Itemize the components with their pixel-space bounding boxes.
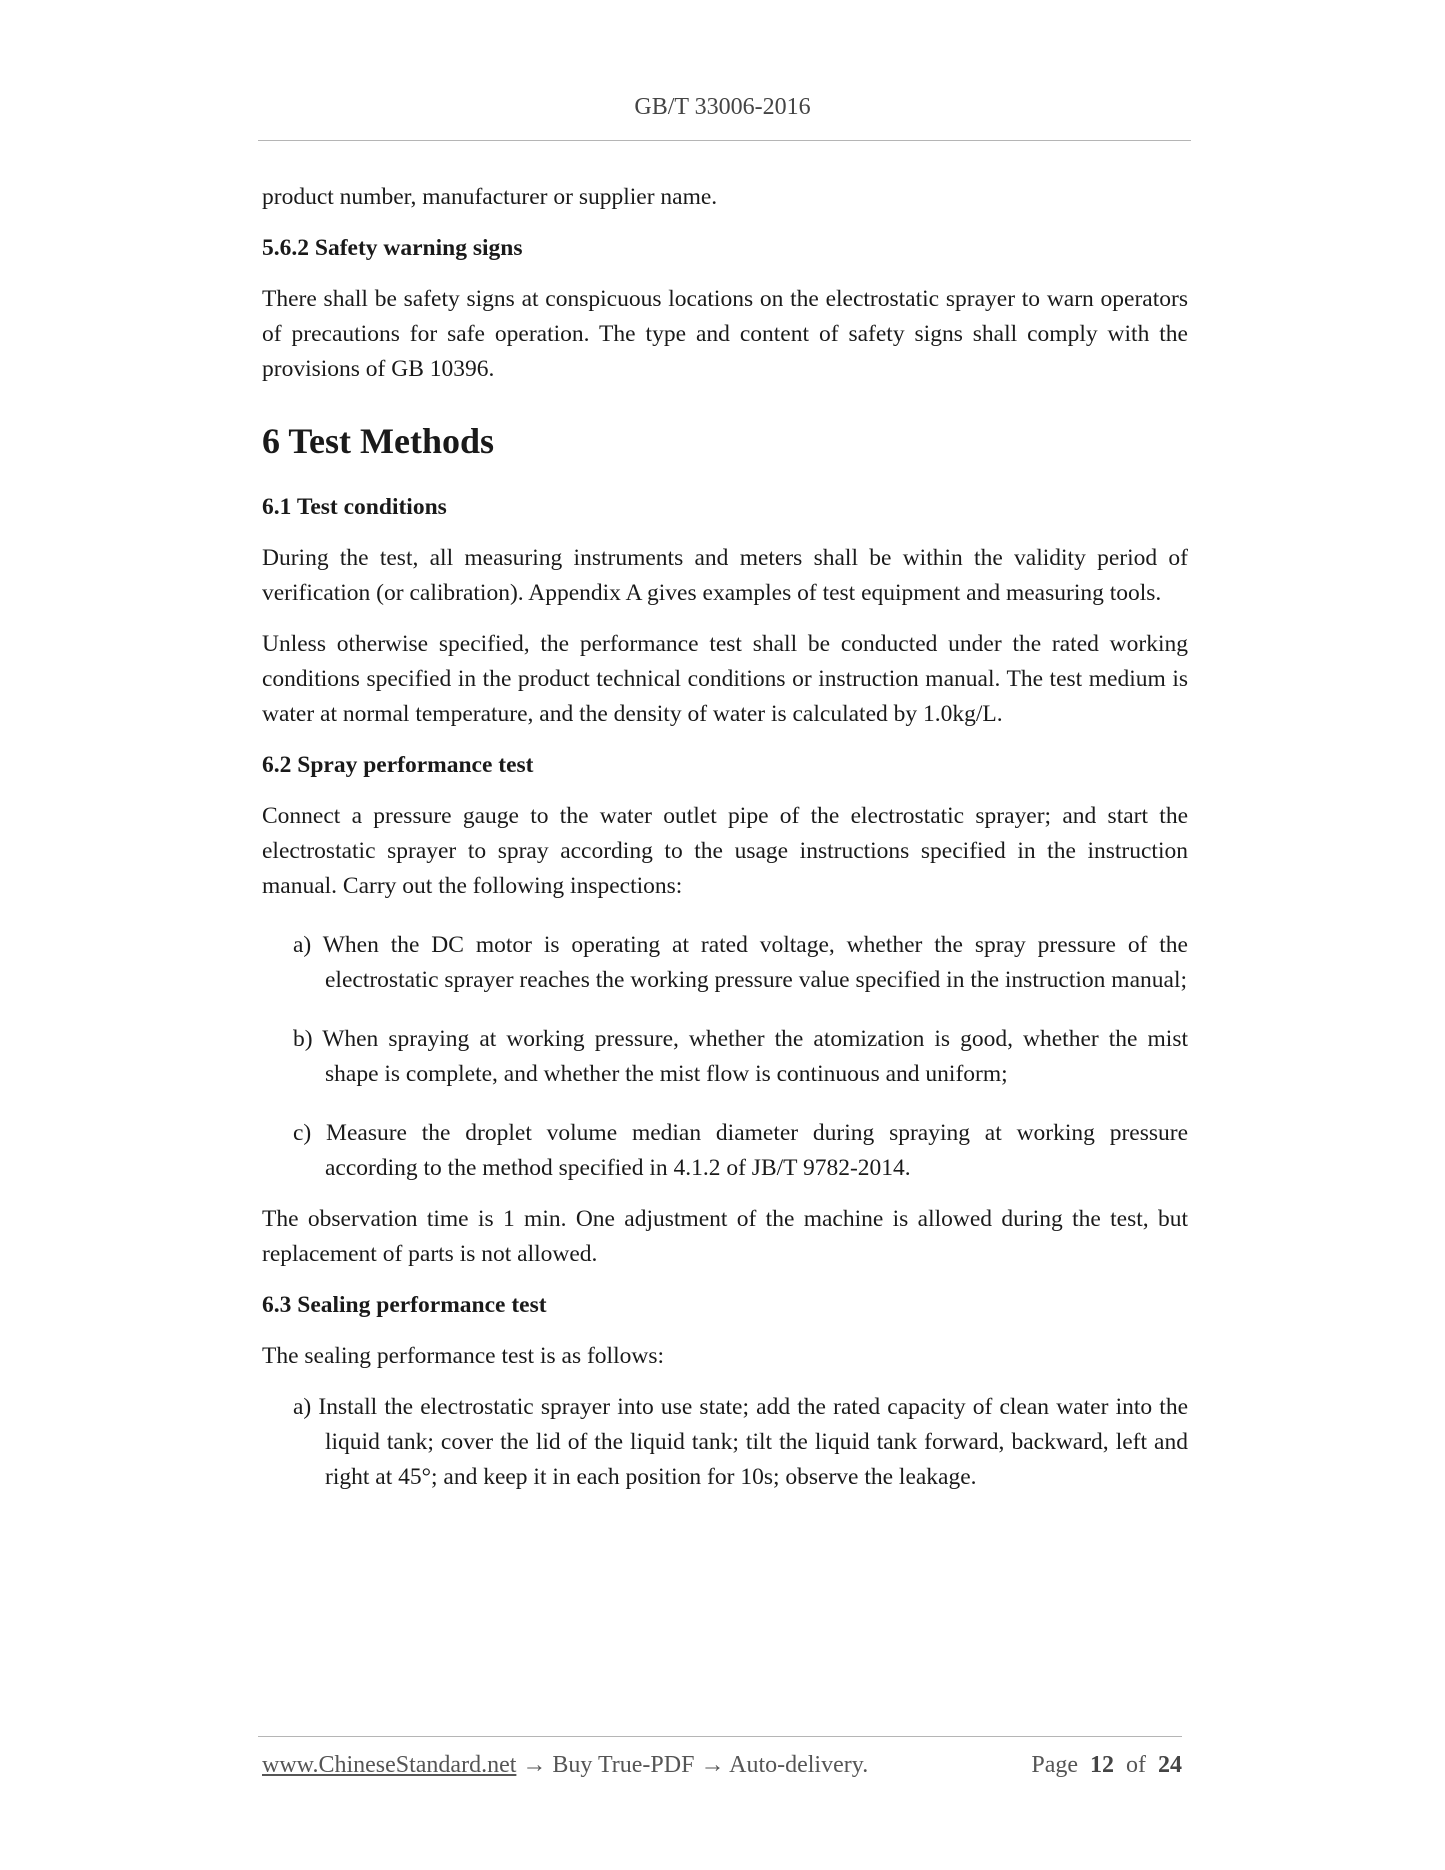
list-item-6-3-a: a) Install the electrostatic sprayer into use state; add the rated capacity of clean water into the liquid tank; cover the lid of the liquid tank; tilt the liquid tank forward, backward, left and right at 45°; and keep it in each position for 10s; observe the leakage. — [293, 1394, 1188, 1490]
list-item-6-2-c: c) Measure the droplet volume median diameter during spraying at working pressure according to the method specified in 4.1.2 of JB/T 9782-2014. — [293, 1120, 1188, 1181]
website-link[interactable]: www.ChineseStandard.net — [262, 1752, 517, 1778]
page-current: 12 — [1090, 1752, 1114, 1778]
page-label: Page — [1031, 1752, 1078, 1778]
paragraph-intro: product number, manufacturer or supplier name. — [262, 184, 718, 210]
paragraph-6-3: The sealing performance test is as follows: — [262, 1343, 664, 1369]
heading-6-2: 6.2 Spray performance test — [262, 752, 534, 778]
of-label: of — [1126, 1752, 1146, 1778]
heading-5-6-2: 5.6.2 Safety warning signs — [262, 235, 523, 261]
heading-6-test-methods: 6 Test Methods — [262, 421, 495, 461]
heading-6-3: 6.3 Sealing performance test — [262, 1292, 547, 1318]
paragraph-5-6-2: There shall be safety signs at conspicuous locations on the electrostatic sprayer to warn operators of precautions for safe operation. The type and content of safety signs shall comply with the provisions of GB 10396. — [262, 286, 1188, 382]
paragraph-6-2: Connect a pressure gauge to the water outlet pipe of the electrostatic sprayer; and start the electrostatic sprayer to spray according to the usage instructions specified in the instruction manual. Carry out the following inspections: — [262, 803, 1188, 899]
list-item-6-2-b: b) When spraying at working pressure, whether the atomization is good, whether the mist shape is complete, and whether the mist flow is continuous and uniform; — [293, 1026, 1188, 1087]
paragraph-6-1-a: During the test, all measuring instruments and meters shall be within the validity period of verification (or calibration). Appendix A gives examples of test equipment and measuring tools. — [262, 545, 1188, 606]
page-number — [1031, 1752, 1182, 1779]
list-item-6-2-a: a) When the DC motor is operating at rated voltage, whether the spray pressure of the electrostatic sprayer reaches the working pressure value specified in the instruction manual; — [293, 932, 1188, 993]
footer-divider — [258, 1736, 1182, 1737]
document-code: GB/T 33006-2016 — [634, 94, 811, 120]
heading-6-1: 6.1 Test conditions — [262, 494, 447, 520]
page-content — [262, 180, 1188, 1495]
paragraph-6-2-end: The observation time is 1 min. One adjustment of the machine is allowed during the test, but replacement of parts is not allowed. — [262, 1206, 1188, 1267]
header-divider — [258, 140, 1191, 141]
paragraph-6-1-b: Unless otherwise specified, the performance test shall be conducted under the rated working conditions specified in the product technical conditions or instruction manual. The test medium is water at normal temperature, and the density of water is calculated by 1.0kg/L. — [262, 631, 1188, 727]
footer-promo-text: → Buy True-PDF → Auto-delivery. — [516, 1752, 869, 1778]
footer-promo — [262, 1752, 868, 1779]
page-total: 24 — [1158, 1752, 1182, 1778]
